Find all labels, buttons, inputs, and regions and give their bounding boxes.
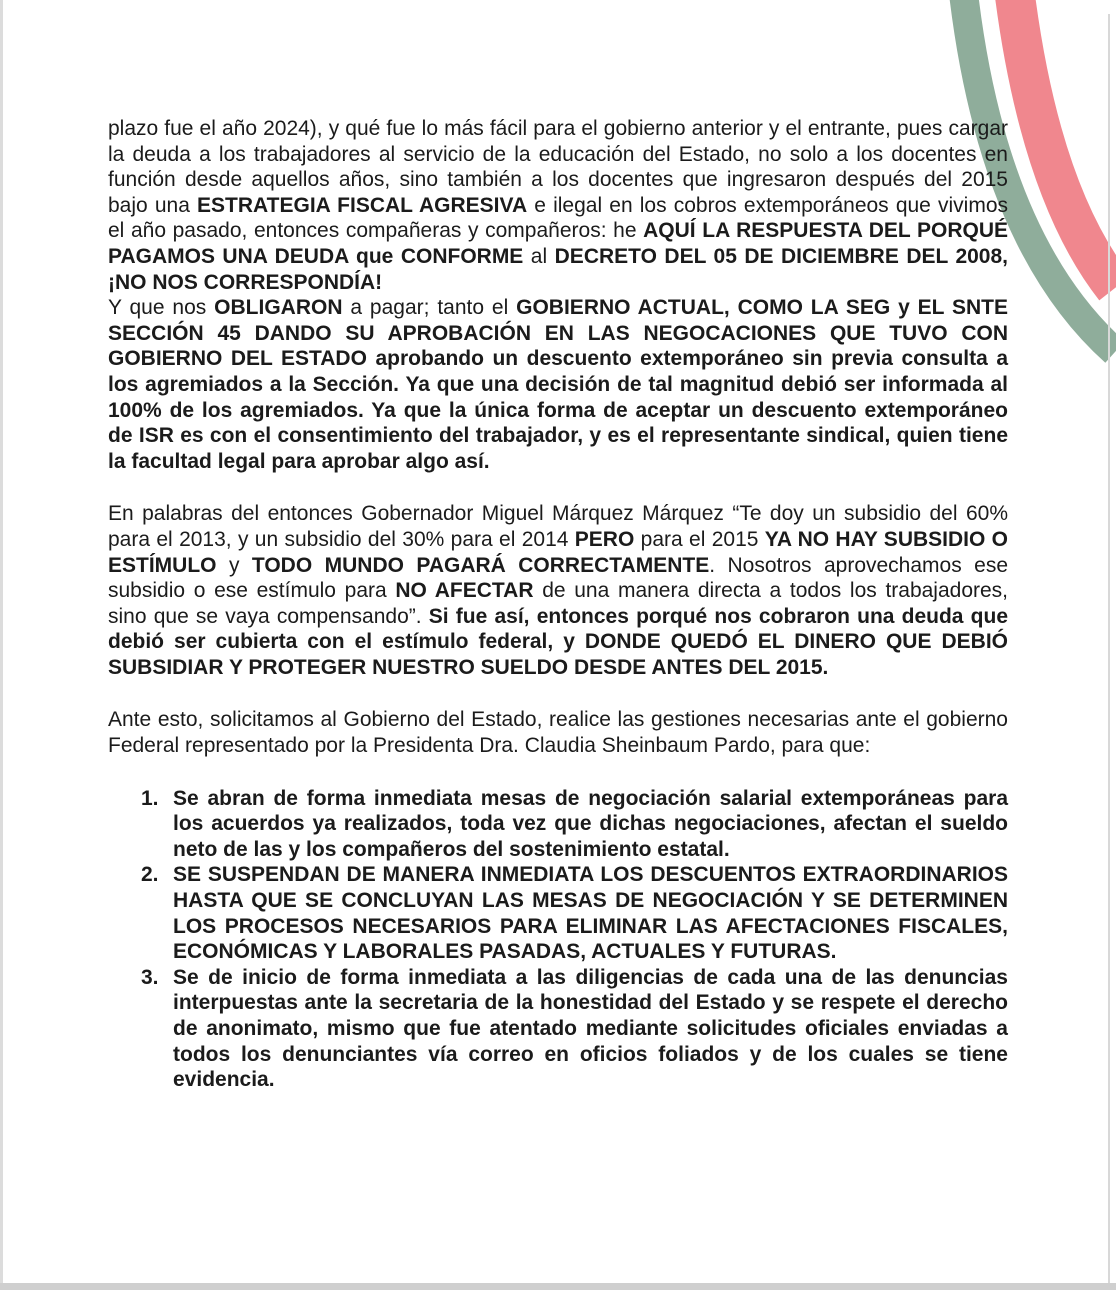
- paragraph-debt-strategy: plazo fue el año 2024), y qué fue lo más fácil para el gobierno anterior y el entrante, pues cargar la deuda a los trabajadores al servicio de la educación del Estado, no solo a los docentes en función desde aquellos años, sino también a los docentes que ingresaron después del 2015 bajo una ESTRATEGIA FISCAL AGRESIVA e ilegal en los cobros extemporáneos que vivimos el año pasado, entonces compañeras y compañeros: he AQUÍ LA RESPUESTA DEL PORQUÉ PAGAMOS UNA DEUDA que CONFORME al DECRETO DEL 05 DE DICIEMBRE DEL 2008, ¡NO NOS CORRESPONDÍA!: [108, 117, 1009, 294]
- ribbon-red-stripe: [1013, 0, 1115, 288]
- list-item: [141, 965, 1008, 1093]
- list-item: [141, 786, 1008, 863]
- list-item-number: 3.: [141, 965, 159, 989]
- document-body: [108, 116, 1008, 1093]
- list-item-text: SE SUSPENDAN DE MANERA INMEDIATA LOS DESCUENTOS EXTRAORDINARIOS HASTA QUE SE CONCLUYAN LAS MESAS DE NEGOCIACIÓN Y SE DETERMINEN LOS PROCESOS NECESARIOS PARA ELIMINAR LAS AFECTACIONES FISCALES, ECONÓMICAS Y LABORALES PASADAS, ACTUALES Y FUTURAS.: [173, 863, 1008, 964]
- paragraph-governor-quote: En palabras del entonces Gobernador Miguel Márquez Márquez “Te doy un subsidio del 60% para el 2013, y un subsidio del 30% para el 2014 PERO para el 2015 YA NO HAY SUBSIDIO O ESTÍMULO y TODO MUNDO PAGARÁ CORRECTAMENTE. Nosotros aprovechamos ese subsidio o ese estímulo para NO AFECTAR de una manera directa a todos los trabajadores, sino que se vaya compensando”. Si fue así, entonces porqué nos cobraron una deuda que debió ser cubierta con el estímulo federal, y DONDE QUEDÓ EL DINERO QUE DEBIÓ SUBSIDIAR Y PROTEGER NUESTRO SUELDO DESDE ANTES DEL 2015.: [108, 502, 1009, 679]
- page-bottom-bar: [0, 1283, 1116, 1290]
- paragraph-request-intro: Ante esto, solicitamos al Gobierno del Estado, realice las gestiones necesarias ante el gobierno Federal representado por la Presidenta Dra. Claudia Sheinbaum Pardo, para que:: [108, 708, 1008, 758]
- page-right-edge-line: [1108, 14, 1110, 1283]
- list-item-number: 1.: [141, 786, 159, 810]
- list-item-text: Se de inicio de forma inmediata a las diligencias de cada una de las denuncias interpuestas ante la secretaria de la honestidad del Estado y se respete el derecho de anonimato, mismo que fue atentado mediante solicitudes oficiales enviadas a todos los denunciantes vía correo en oficios foliados y de los cuales se tiene evidencia.: [173, 965, 1008, 1092]
- paragraph-forced-payment: Y que nos OBLIGARON a pagar; tanto el GOBIERNO ACTUAL, COMO LA SEG y EL SNTE SECCIÓN 45 DANDO SU APROBACIÓN EN LAS NEGOCACIONES QUE TUVO CON GOBIERNO DEL ESTADO aprobando un descuento extemporáneo sin previa consulta a los agremiados a la Sección. Ya que una decisión de tal magnitud debió ser informada al 100% de los agremiados. Ya que la única forma de aceptar un descuento extemporáneo de ISR es con el consentimiento del trabajador, y es el representante sindical, quien tiene la facultad legal para aprobar algo así.: [108, 296, 1009, 473]
- list-item: [141, 862, 1008, 964]
- page-left-edge-line: [0, 0, 3, 1283]
- list-item-text: Se abran de forma inmediata mesas de negociación salarial extemporáneas para los acuerdos ya realizados, toda vez que dichas negociaciones, afectan el sueldo neto de las y los compañeros del sostenimiento estatal.: [173, 786, 1008, 861]
- list-item-number: 2.: [141, 863, 159, 887]
- petitions-list: [108, 786, 1008, 1093]
